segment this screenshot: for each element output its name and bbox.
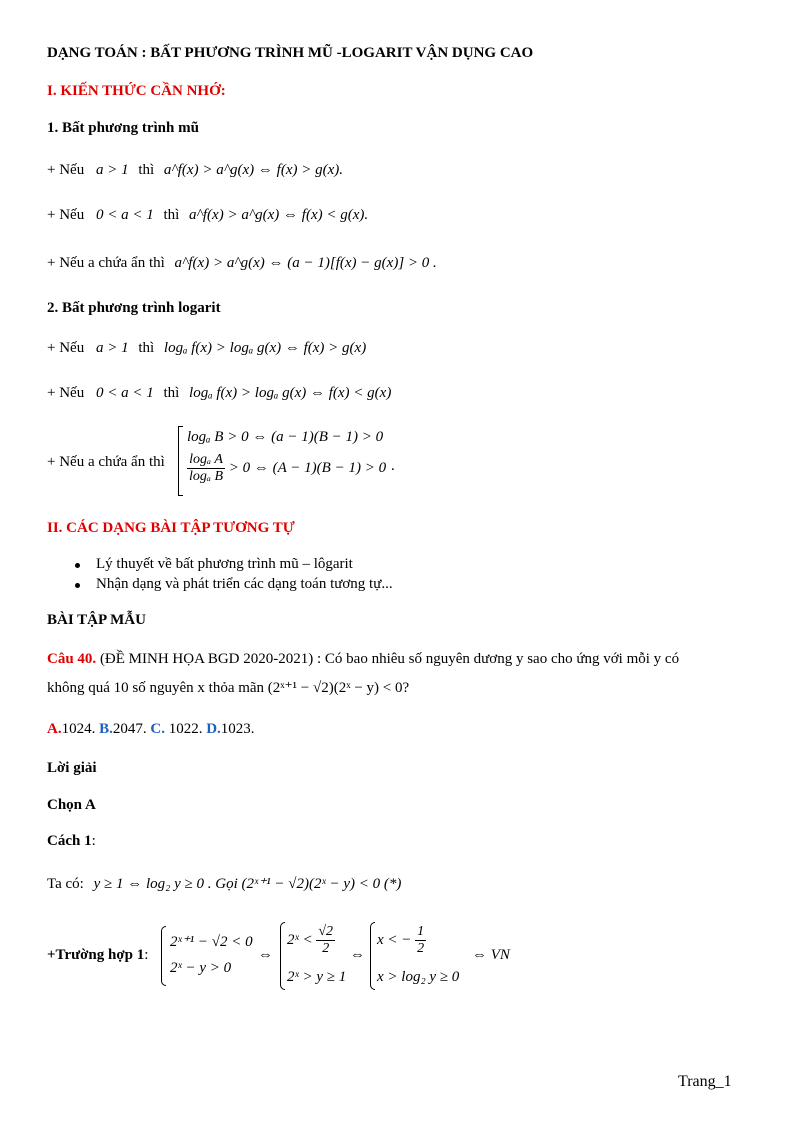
rule-condition: a > 1 — [95, 162, 129, 178]
rule-expression: logₐ f(x) > logₐ g(x) ⇔ f(x) < g(x) — [189, 385, 392, 401]
sample-heading: BÀI TẬP MẪU — [47, 612, 146, 628]
section2-heading: II. CÁC DẠNG BÀI TẬP TƯƠNG TỰ — [47, 520, 295, 536]
answer-a-value: 1024. — [61, 721, 96, 737]
case-title: +Trường hợp 1 — [47, 947, 145, 963]
system-1-line-2: 2ˣ − y > 0 — [170, 960, 232, 976]
fraction-denominator: logₐ B — [189, 469, 224, 484]
case-colon: : — [144, 947, 149, 963]
log-rule-3-line2-rest: > 0 ⇔ (A − 1)(B − 1) > 0 — [228, 459, 387, 476]
case-1-label — [47, 947, 148, 964]
bullet-item: Lý thuyết về bất phương trình mũ – lôgarit — [96, 556, 353, 572]
log-rule-3-end: . — [391, 458, 395, 474]
bracket — [178, 426, 183, 496]
answer-a-label: A. — [47, 721, 62, 737]
rule-prefix: + Nếu — [47, 207, 85, 223]
solution-heading: Lời giải — [47, 760, 97, 776]
log-rule-3-line1: logₐ B > 0 ⇔ (a − 1)(B − 1) > 0 — [187, 429, 384, 445]
mu-rule-1 — [47, 162, 343, 179]
sub-heading-exponential: 1. Bất phương trình mũ — [47, 120, 199, 136]
mu-rule-2 — [47, 207, 368, 224]
rule-then: thì — [163, 207, 180, 223]
log-rule-3-line2 — [187, 452, 386, 485]
rule-then: thì — [138, 162, 155, 178]
rule-expression: a^f(x) > a^g(x) ⇔ (a − 1)[f(x) − g(x)] > 0 . — [174, 255, 437, 271]
question-label: Câu 40. — [47, 651, 97, 667]
ta-co-line — [47, 874, 401, 893]
rule-then: thì — [163, 385, 180, 401]
equiv-symbol: ⇔ — [258, 947, 273, 963]
case-1-result: ⇔ VN — [472, 947, 510, 963]
rule-then: thì — [138, 340, 155, 356]
question-line-1 — [47, 651, 679, 668]
log-rule-2 — [47, 385, 391, 402]
rule-condition: 0 < a < 1 — [95, 207, 154, 223]
system-3-line-1 — [377, 924, 426, 957]
fraction-denominator: 2 — [417, 941, 425, 956]
fraction-denominator: 2 — [322, 941, 330, 956]
system-3-lhs: x < − — [377, 931, 412, 948]
ta-co-expression: y ≥ 1 ⇔ log₂ y ≥ 0 . Gọi (2ˣ⁺¹ − √2)(2ˣ − y) < 0 (*) — [93, 876, 402, 892]
system-2-lhs: 2ˣ < — [287, 931, 313, 948]
question-text: (ĐỀ MINH HỌA BGD 2020-2021) : Có bao nhiêu số nguyên dương y sao cho ứng với mỗi y có — [96, 651, 680, 667]
rule-condition: 0 < a < 1 — [95, 385, 154, 401]
system-2-line-2: 2ˣ > y ≥ 1 — [287, 969, 347, 985]
method-title: Cách 1 — [47, 833, 92, 849]
rule-expression: a^f(x) > a^g(x) ⇔ f(x) > g(x). — [163, 162, 343, 178]
bullet-icon — [75, 583, 80, 588]
log-rule-3-prefix: + Nếu a chứa ẩn thì — [47, 454, 165, 470]
answer-d-label: D. — [206, 721, 221, 737]
chosen-answer: Chọn A — [47, 797, 96, 813]
method-label — [47, 833, 96, 850]
rule-prefix: + Nếu — [47, 340, 85, 356]
method-colon: : — [91, 833, 96, 849]
rule-prefix: + Nếu — [47, 162, 85, 178]
mu-rule-3 — [47, 255, 437, 272]
rule-condition: a > 1 — [95, 340, 129, 356]
rule-expression: logₐ f(x) > logₐ g(x) ⇔ f(x) > g(x) — [163, 340, 367, 356]
rule-expression: a^f(x) > a^g(x) ⇔ f(x) < g(x). — [189, 207, 369, 223]
rule-prefix: + Nếu a chứa ẩn thì — [47, 255, 165, 271]
answer-b-value: 2047. — [112, 721, 147, 737]
system-1-line-1: 2ˣ⁺¹ − √2 < 0 — [170, 934, 253, 950]
equiv-symbol: ⇔ — [350, 947, 365, 963]
section1-heading: I. KIẾN THỨC CẦN NHỚ: — [47, 83, 226, 99]
brace — [161, 926, 166, 986]
answer-c-label: C. — [150, 721, 165, 737]
fraction-numerator: √2 — [318, 924, 334, 939]
answer-d-value: 1023. — [220, 721, 255, 737]
document-title: DẠNG TOÁN : BẤT PHƯƠNG TRÌNH MŨ -LOGARIT VẬN DỤNG CAO — [47, 45, 534, 61]
fraction-numerator: logₐ A — [187, 452, 225, 469]
bullet-item: Nhận dạng và phát triển các dạng toán tương tự... — [96, 576, 393, 592]
brace — [280, 922, 285, 990]
question-line-2: không quá 10 số nguyên x thỏa mãn (2ˣ⁺¹ − √2)(2ˣ − y) < 0? — [47, 680, 410, 696]
sub-heading-logarithm: 2. Bất phương trình logarit — [47, 300, 221, 316]
answer-b-label: B. — [99, 721, 113, 737]
system-3-line-2: x > log₂ y ≥ 0 — [377, 969, 460, 985]
brace — [370, 922, 375, 990]
fraction-numerator: 1 — [417, 924, 425, 939]
bullet-icon — [75, 563, 80, 568]
answer-c-value: 1022. — [164, 721, 203, 737]
ta-co-prefix: Ta có: — [47, 876, 84, 892]
log-rule-1 — [47, 340, 366, 357]
system-2-line-1 — [287, 924, 335, 957]
page-number: Trang_1 — [678, 1073, 732, 1090]
answer-options — [47, 721, 255, 738]
rule-prefix: + Nếu — [47, 385, 85, 401]
